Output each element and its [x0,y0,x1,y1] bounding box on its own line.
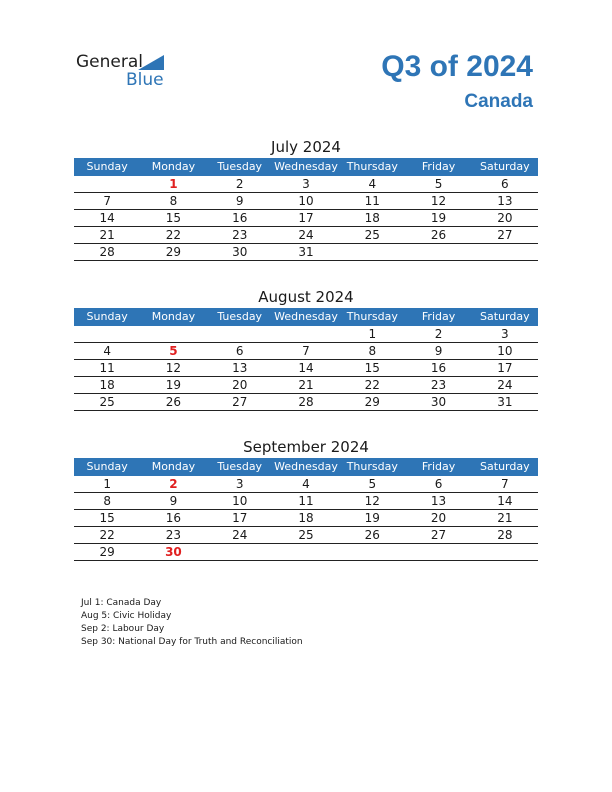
day-cell: 14 [472,493,538,510]
day-cell: 16 [207,210,273,227]
day-cell: 21 [273,377,339,394]
month-september [74,436,538,561]
weekday-header: Sunday [74,158,140,176]
day-cell: 7 [74,193,140,210]
holiday-note: Jul 1: Canada Day [81,598,162,608]
day-cell: 12 [405,193,471,210]
empty-day-cell [405,544,471,561]
day-cell: 1 [339,326,405,343]
day-cell: 22 [140,227,206,244]
empty-day-cell [74,326,140,343]
day-cell: 10 [207,493,273,510]
day-cell: 27 [472,227,538,244]
month-title: July 2024 [271,138,341,156]
day-cell: 19 [339,510,405,527]
empty-day-cell [74,176,140,193]
day-cell: 9 [140,493,206,510]
day-cell: 26 [339,527,405,544]
day-cell: 25 [339,227,405,244]
empty-day-cell [140,326,206,343]
month-title: September 2024 [243,438,369,456]
day-cell: 24 [472,377,538,394]
day-cell: 18 [273,510,339,527]
day-cell: 29 [339,394,405,411]
day-cell: 5 [339,476,405,493]
weekday-header: Wednesday [273,158,339,176]
day-cell: 1 [140,176,206,193]
day-cell: 27 [207,394,273,411]
calendar-grid [74,158,538,261]
empty-day-cell [472,544,538,561]
weekday-header: Monday [140,458,206,476]
day-cell: 8 [339,343,405,360]
day-cell: 30 [405,394,471,411]
weekday-header: Tuesday [207,308,273,326]
day-cell: 17 [207,510,273,527]
page-title: Q3 of 2024 [381,50,533,83]
day-cell: 20 [207,377,273,394]
day-cell: 6 [405,476,471,493]
weekday-header: Monday [140,158,206,176]
weekday-header: Friday [405,308,471,326]
day-cell: 28 [472,527,538,544]
day-cell: 28 [273,394,339,411]
empty-day-cell [339,244,405,261]
day-cell: 6 [207,343,273,360]
holiday-note: Sep 2: Labour Day [81,624,165,634]
weekday-header: Wednesday [273,458,339,476]
day-cell: 4 [74,343,140,360]
weekday-header: Tuesday [207,458,273,476]
day-cell: 6 [472,176,538,193]
weekday-header: Wednesday [273,308,339,326]
day-cell: 26 [405,227,471,244]
day-cell: 13 [405,493,471,510]
weekday-header: Saturday [472,308,538,326]
month-july [74,136,538,261]
day-cell: 2 [405,326,471,343]
logo-text-blue: Blue [126,70,164,90]
day-cell: 10 [273,193,339,210]
day-cell: 25 [273,527,339,544]
weekday-header: Sunday [74,308,140,326]
day-cell: 22 [74,527,140,544]
month-august [74,286,538,411]
day-cell: 27 [405,527,471,544]
weekday-header: Thursday [339,308,405,326]
day-cell: 9 [405,343,471,360]
day-cell: 29 [140,244,206,261]
day-cell: 15 [339,360,405,377]
day-cell: 3 [472,326,538,343]
day-cell: 15 [140,210,206,227]
day-cell: 25 [74,394,140,411]
day-cell: 8 [74,493,140,510]
day-cell: 18 [74,377,140,394]
holiday-notes [81,597,303,649]
day-cell: 16 [405,360,471,377]
empty-day-cell [472,244,538,261]
day-cell: 15 [74,510,140,527]
weekday-header: Thursday [339,458,405,476]
day-cell: 12 [140,360,206,377]
weekday-header: Sunday [74,458,140,476]
day-cell: 21 [472,510,538,527]
day-cell: 2 [140,476,206,493]
day-cell: 10 [472,343,538,360]
day-cell: 7 [472,476,538,493]
day-cell: 22 [339,377,405,394]
day-cell: 14 [273,360,339,377]
day-cell: 4 [339,176,405,193]
day-cell: 19 [405,210,471,227]
day-cell: 20 [472,210,538,227]
day-cell: 3 [273,176,339,193]
day-cell: 13 [472,193,538,210]
empty-day-cell [273,544,339,561]
month-title: August 2024 [258,288,354,306]
weekday-header: Saturday [472,158,538,176]
logo-triangle-icon [138,55,164,70]
day-cell: 5 [140,343,206,360]
country-label: Canada [464,91,533,112]
day-cell: 11 [273,493,339,510]
logo-text-general: General [76,52,143,72]
day-cell: 30 [207,244,273,261]
day-cell: 31 [472,394,538,411]
weekday-header: Thursday [339,158,405,176]
day-cell: 24 [273,227,339,244]
day-cell: 26 [140,394,206,411]
day-cell: 1 [74,476,140,493]
day-cell: 23 [405,377,471,394]
day-cell: 23 [207,227,273,244]
generalblue-logo [76,52,176,92]
day-cell: 20 [405,510,471,527]
day-cell: 12 [339,493,405,510]
empty-day-cell [273,326,339,343]
day-cell: 4 [273,476,339,493]
empty-day-cell [207,544,273,561]
day-cell: 17 [472,360,538,377]
calendar-grid [74,458,538,561]
day-cell: 23 [140,527,206,544]
holiday-note: Aug 5: Civic Holiday [81,611,172,621]
weekday-header: Tuesday [207,158,273,176]
day-cell: 7 [273,343,339,360]
calendar-grid [74,308,538,411]
day-cell: 8 [140,193,206,210]
day-cell: 19 [140,377,206,394]
day-cell: 13 [207,360,273,377]
day-cell: 9 [207,193,273,210]
empty-day-cell [405,244,471,261]
weekday-header: Monday [140,308,206,326]
day-cell: 29 [74,544,140,561]
day-cell: 11 [74,360,140,377]
day-cell: 18 [339,210,405,227]
day-cell: 21 [74,227,140,244]
weekday-header: Friday [405,158,471,176]
day-cell: 30 [140,544,206,561]
day-cell: 2 [207,176,273,193]
day-cell: 17 [273,210,339,227]
day-cell: 31 [273,244,339,261]
weekday-header: Friday [405,458,471,476]
weekday-header: Saturday [472,458,538,476]
day-cell: 24 [207,527,273,544]
day-cell: 3 [207,476,273,493]
empty-day-cell [339,544,405,561]
day-cell: 11 [339,193,405,210]
empty-day-cell [207,326,273,343]
day-cell: 5 [405,176,471,193]
holiday-note: Sep 30: National Day for Truth and Reconciliation [81,637,303,647]
day-cell: 16 [140,510,206,527]
day-cell: 28 [74,244,140,261]
day-cell: 14 [74,210,140,227]
